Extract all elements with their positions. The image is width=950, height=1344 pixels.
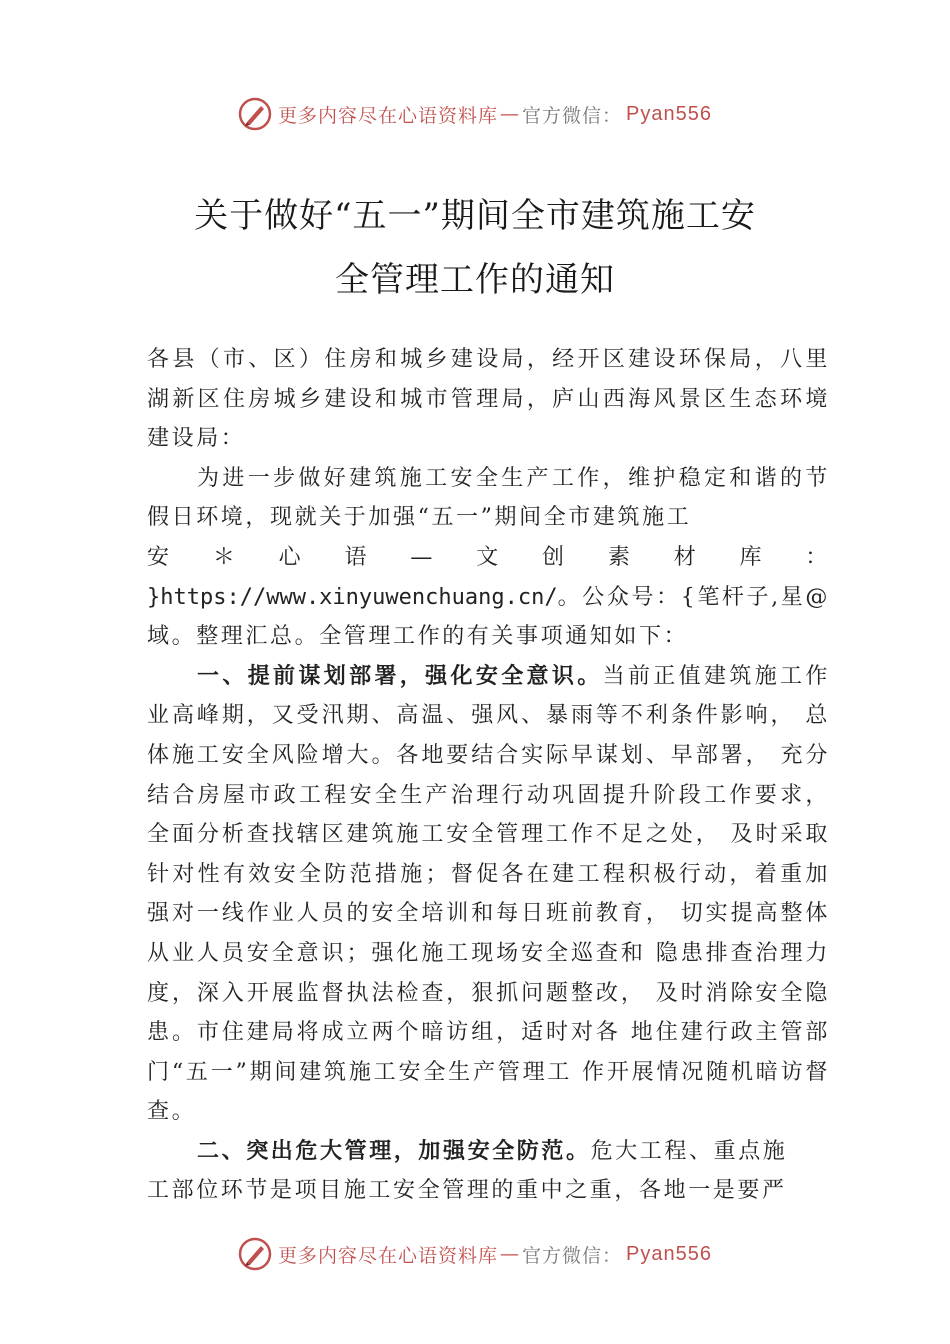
intro-text-2: 。公众号：{笔杆子,星@域。整理汇总。全管理工作的有关事项通知如下： [147,584,830,650]
intro-paragraph [147,459,830,538]
recipients-paragraph: 各县（市、区）住房和城乡建设局，经开区建设环保局，八里湖新区住房城乡建设和城市管理局，庐山西海风景区生态环境建设局： [147,347,830,452]
banner-slogan: 更多内容尽在心语资料库 [278,104,499,127]
section-2-paragraph [147,1132,830,1172]
website-url: }https://www.xinyuwenchuang.cn/ [147,584,558,610]
section-1-text: 当前正值建筑施工作业高峰期，又受汛期、高温、强风、暴雨等不利条件影响， 总体施工安全风险增大。各地要结合实际早谋划、早部署， 充分结合房屋市政工程安全生产治理行动巩固提升阶段工作要求，全面分析查找辖区建筑施工安全管理工作不足之处， 及时采取针对性有效安全防范措施；督促各在建工程积极行动，着重加强对一线作业人员的安全培训和每日班前教育， 切实提高整体从业人员安全意识；强化施工现场安全巡查和 隐患排查治理力度，深入开展监督执法检查，狠抓问题整改， 及时消除安全隐患。市住建局将成立两个暗访组，适时对各 地住建行政主管部门“五一”期间建筑施工安全生产管理工 作开展情况随机暗访督查。 [147,663,830,1125]
document-title-line2: 全管理工作的通知 [335,260,615,300]
section-2-continued: 工部位环节是项目施工安全管理的重中之重，各地一是要严 [147,1178,787,1204]
document-title-line1: 关于做好“五一”期间全市建筑施工安 [194,196,756,236]
intro-spread-line: 安＊心语—文创素材库： [147,544,830,570]
footer-banner [0,1234,950,1274]
intro-continued [147,578,830,657]
section-2-heading: 二、突出危大管理，加强安全防范。 [197,1138,591,1164]
section-1-paragraph [147,657,830,1132]
section-1-heading: 一、提前谋划部署，强化安全意识。 [197,663,603,689]
banner-slogan: 更多内容尽在心语资料库 [278,1244,499,1267]
banner-account: Pyan556 [626,1242,712,1265]
banner-dash: — [500,103,521,125]
banner-account: Pyan556 [626,102,712,125]
pen-seal-logo-icon [238,97,272,131]
header-banner [0,94,950,134]
banner-dash: — [500,1243,521,1265]
document-body [147,340,830,1211]
banner-wechat-label: 官方微信： [522,104,623,127]
intro-text: 为进一步做好建筑施工安全生产工作，维护稳定和谐的节假日环境，现就关于加强“五一”期间全市建筑施工 [147,465,830,531]
section-2-text-line1: 危大工程、重点施 [590,1138,788,1164]
banner-wechat-label: 官方微信： [522,1244,623,1267]
pen-seal-logo-icon [238,1237,272,1271]
